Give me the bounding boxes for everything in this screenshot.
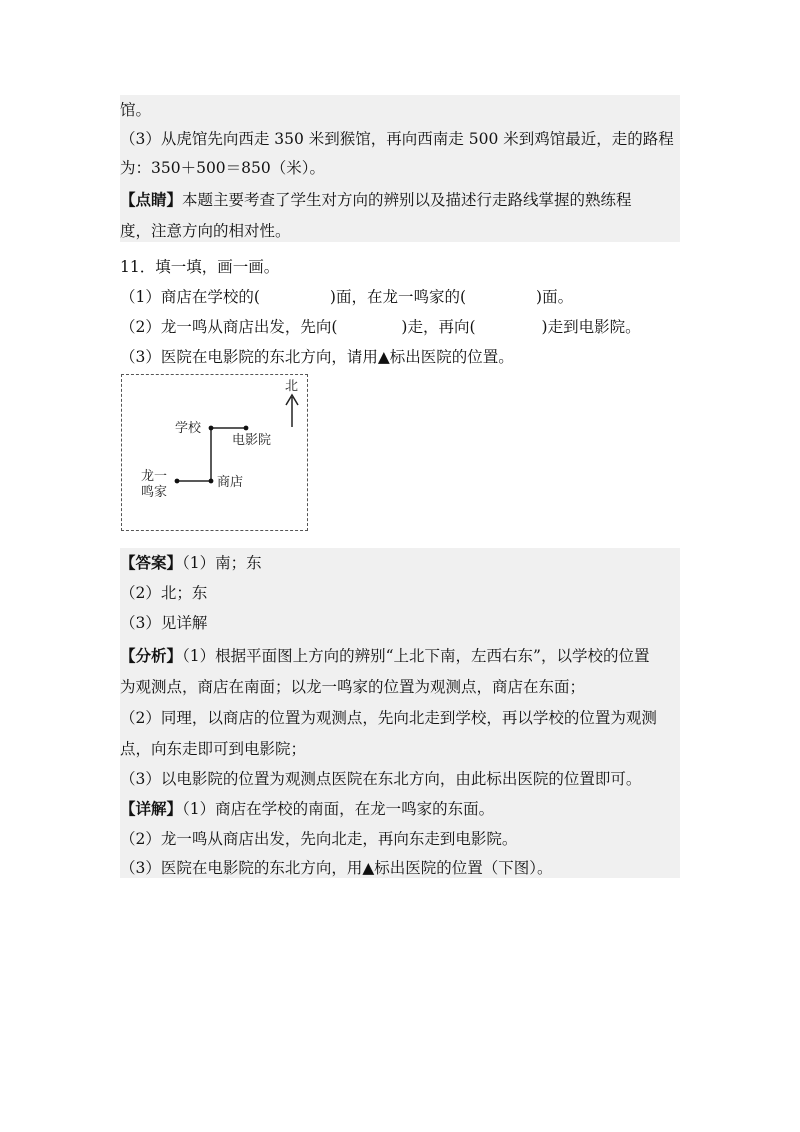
prev-line-1: 馆。 bbox=[120, 101, 152, 119]
prev-line-3: 为：350＋500＝850（米）。 bbox=[120, 159, 326, 177]
q1-text-a: （1）商店在学校的( bbox=[120, 288, 260, 306]
home-dot bbox=[175, 479, 180, 484]
prev-line-2: （3）从虎馆先向西走 350 米到猴馆，再向西南走 500 米到鸡馆最近，走的路程 bbox=[120, 130, 674, 148]
question-title: 11．填一填，画一画。 bbox=[120, 258, 280, 276]
detail-line-1 bbox=[120, 798, 494, 820]
detail-line-2: （2）龙一鸣从商店出发，先向北走，再向东走到电影院。 bbox=[120, 830, 518, 848]
q2-text-a: （2）龙一鸣从商店出发，先向( bbox=[120, 318, 338, 336]
tip-text-1: 本题主要考查了学生对方向的辨别以及描述行走路线掌握的熟练程 bbox=[182, 191, 632, 209]
home-label-line2: 鸣家 bbox=[141, 485, 168, 500]
question-part-2 bbox=[120, 316, 641, 338]
north-label: 北 bbox=[285, 379, 299, 394]
detail-tag: 【详解】 bbox=[120, 799, 183, 818]
answer-text-1: （1）南；东 bbox=[182, 554, 262, 572]
school-dot bbox=[209, 426, 214, 431]
analysis-line-2: 为观测点，商店在南面；以龙一鸣家的位置为观测点，商店在东面； bbox=[120, 678, 586, 696]
analysis-line-5: （3）以电影院的位置为观测点医院在东北方向，由此标出医院的位置即可。 bbox=[120, 770, 642, 788]
answer-tag: 【答案】 bbox=[120, 553, 183, 572]
q2-text-b: )走，再向( bbox=[401, 318, 476, 336]
question-part-1 bbox=[120, 286, 573, 308]
analysis-line-4: 点，向东走即可到电影院； bbox=[120, 740, 307, 758]
analysis-line-3: （2）同理，以商店的位置为观测点，先向北走到学校，再以学校的位置为观测 bbox=[120, 709, 657, 727]
detail-line-3: （3）医院在电影院的东北方向，用▲标出医院的位置（下图）。 bbox=[120, 859, 553, 877]
analysis-text-1: （1）根据平面图上方向的辨别“上北下南，左西右东”，以学校的位置 bbox=[182, 647, 650, 665]
q1-text-c: )面。 bbox=[536, 288, 574, 306]
answer-line-3: （3）见详解 bbox=[120, 614, 208, 632]
analysis-line-1 bbox=[120, 645, 649, 667]
school-label: 学校 bbox=[175, 421, 202, 436]
tip-line-1 bbox=[120, 189, 632, 211]
q2-text-c: )走到电影院。 bbox=[541, 318, 641, 336]
cinema-dot bbox=[244, 426, 249, 431]
tip-tag: 【点睛】 bbox=[120, 190, 183, 209]
detail-text-1: （1）商店在学校的南面，在龙一鸣家的东面。 bbox=[182, 800, 495, 818]
map-svg bbox=[122, 375, 309, 532]
cinema-label: 电影院 bbox=[232, 433, 272, 448]
shop-label: 商店 bbox=[217, 475, 244, 490]
analysis-tag: 【分析】 bbox=[120, 646, 183, 665]
answer-line-1 bbox=[120, 552, 262, 574]
map-figure bbox=[121, 374, 308, 531]
home-label-line1: 龙一 bbox=[141, 469, 168, 484]
tip-line-2: 度，注意方向的相对性。 bbox=[120, 222, 291, 240]
shop-dot bbox=[209, 479, 214, 484]
question-part-3: （3）医院在电影院的东北方向，请用▲标出医院的位置。 bbox=[120, 348, 514, 366]
q1-text-b: )面，在龙一鸣家的( bbox=[329, 288, 467, 306]
answer-line-2: （2）北；东 bbox=[120, 584, 208, 602]
